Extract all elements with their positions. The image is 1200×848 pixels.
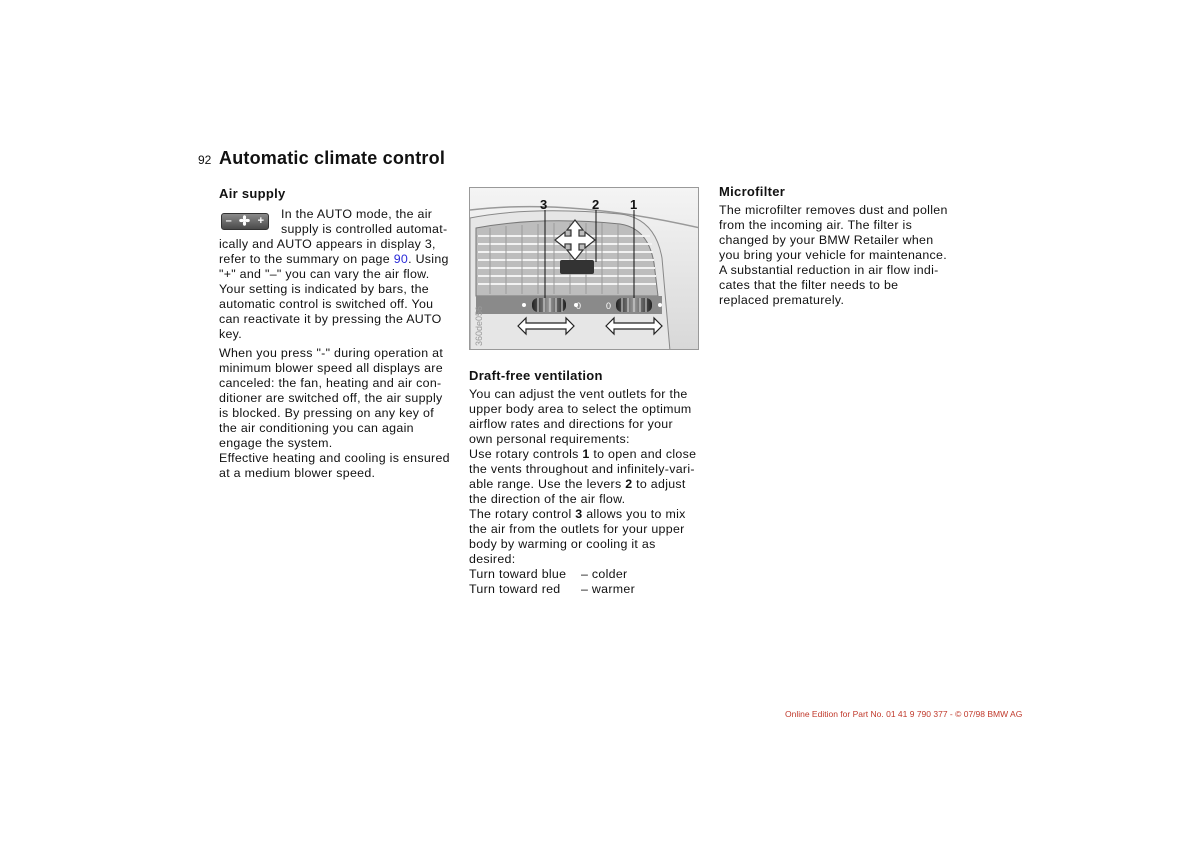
draft-free-line [469, 507, 709, 522]
air-supply-line: minimum blower speed all displays are [219, 361, 443, 375]
draft-free-text: able range. Use the levers [469, 477, 626, 491]
microfilter-line: from the incoming air. The filter is [719, 218, 913, 232]
ref-number: 1 [582, 447, 590, 461]
draft-free-text: Use rotary controls [469, 447, 583, 461]
draft-free-line: body by warming or cooling it as [469, 537, 656, 551]
microfilter-line: cates that the filter needs to be [719, 278, 899, 292]
microfilter-body [719, 203, 964, 308]
page-number: 92 [198, 153, 212, 167]
dial-dot [522, 303, 526, 307]
air-supply-line: "+" and "–" you can vary the air flow. [219, 267, 430, 281]
draft-free-text: to adjust [632, 477, 686, 491]
air-supply-line [219, 252, 459, 267]
air-supply-line: When you press "-" during operation at [219, 346, 444, 360]
microfilter-line: changed by your BMW Retailer when [719, 233, 934, 247]
air-supply-line: can reactivate it by pressing the AUTO [219, 312, 442, 326]
draft-free-text: The rotary control [469, 507, 576, 521]
draft-free-line: the vents throughout and infinitely-vari- [469, 462, 695, 476]
callout-1: 1 [630, 197, 638, 212]
microfilter-heading: Microfilter [719, 184, 786, 199]
air-supply-line: at a medium blower speed. [219, 466, 376, 480]
air-supply-heading: Air supply [219, 186, 286, 201]
temperature-label: Turn toward blue [469, 567, 567, 581]
air-supply-line: Effective heating and cooling is ensured [219, 451, 450, 465]
dial-zero-label: 0 [576, 301, 582, 311]
draft-free-line: the air from the outlets for your upper [469, 522, 685, 536]
draft-free-section [469, 368, 709, 597]
rotary-control-3 [532, 298, 566, 312]
vent-diagram [470, 188, 699, 350]
air-supply-line: supply is controlled automat- [281, 222, 448, 236]
air-supply-line: Your setting is indicated by bars, the [219, 282, 429, 296]
temperature-label: Turn toward red [469, 582, 561, 596]
draft-free-line [469, 477, 709, 492]
temperature-value: – warmer [581, 582, 636, 596]
draft-free-line [469, 447, 709, 462]
air-supply-line: canceled: the fan, heating and air con- [219, 376, 442, 390]
blower-keypad-icon [221, 213, 269, 230]
plus-key-icon: + [257, 215, 265, 227]
air-supply-line: ically and AUTO appears in display 3, [219, 237, 436, 251]
microfilter-line: A substantial reduction in air flow indi- [719, 263, 939, 277]
draft-free-line: desired: [469, 552, 516, 566]
figure-code: 360de056 [474, 305, 484, 346]
ref-number: 2 [625, 477, 633, 491]
air-supply-line: key. [219, 327, 243, 341]
minus-key-icon: – [225, 215, 233, 227]
air-supply-line: engage the system. [219, 436, 333, 450]
draft-free-heading: Draft-free ventilation [469, 368, 603, 383]
ref-number: 3 [575, 507, 583, 521]
microfilter-line: The microfilter removes dust and pollen [719, 203, 948, 217]
draft-free-line: You can adjust the vent outlets for the [469, 387, 688, 401]
direction-lever [560, 260, 594, 274]
draft-free-line: own personal requirements: [469, 432, 630, 446]
air-supply-text: refer to the summary on page [219, 252, 394, 266]
air-supply-body [219, 207, 459, 481]
temperature-row [469, 582, 709, 597]
air-supply-line: automatic control is switched off. You [219, 297, 434, 311]
footer-edition-note: Online Edition for Part No. 01 41 9 790 377 - © 07/98 BMW AG [785, 709, 1023, 719]
microfilter-line: replaced prematurely. [719, 293, 845, 307]
draft-free-line: airflow rates and directions for your [469, 417, 673, 431]
temperature-row [469, 567, 709, 582]
page-title: Automatic climate control [219, 148, 446, 168]
air-supply-line: In the AUTO mode, the air [281, 207, 433, 221]
callout-3: 3 [540, 197, 548, 212]
vent-illustration [469, 187, 699, 350]
draft-free-line: upper body area to select the optimum [469, 402, 692, 416]
draft-free-body [469, 387, 709, 567]
air-supply-line: is blocked. By pressing on any key of [219, 406, 434, 420]
rotary-control-1 [616, 298, 652, 312]
draft-free-text: allows you to mix [582, 507, 686, 521]
fan-icon [239, 215, 250, 229]
temperature-value: – colder [581, 567, 628, 581]
dial-zero-label: 0 [606, 301, 612, 311]
temperature-table [469, 567, 709, 597]
callout-2: 2 [592, 197, 600, 212]
air-supply-text: . Using [408, 252, 449, 266]
dial-dot [658, 303, 662, 307]
air-supply-line: the air conditioning you can again [219, 421, 414, 435]
microfilter-line: you bring your vehicle for maintenance. [719, 248, 947, 262]
air-supply-line: ditioner are switched off, the air supply [219, 391, 443, 405]
page-90-link[interactable]: 90 [393, 252, 409, 266]
draft-free-text: to open and close [589, 447, 697, 461]
draft-free-line: the direction of the air flow. [469, 492, 626, 506]
air-supply-section [219, 186, 459, 481]
microfilter-section [719, 184, 964, 308]
